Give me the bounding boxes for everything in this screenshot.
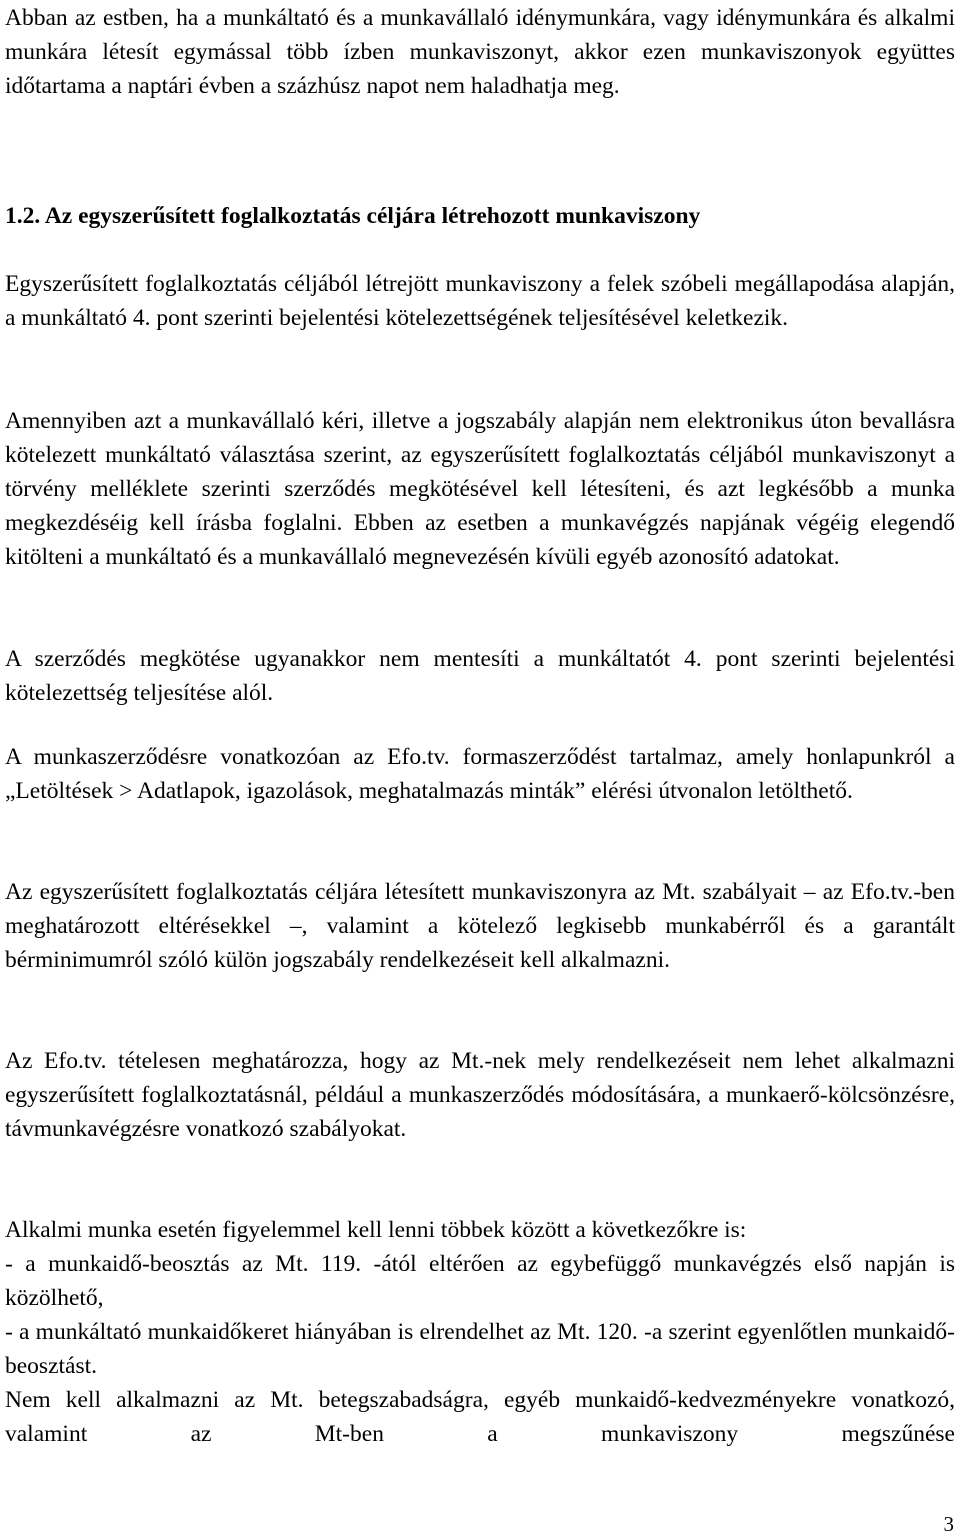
paragraph-szerzodes: A szerződés megkötése ugyanakkor nem mentesíti a munkáltatót 4. pont szerinti bejelentési kötelezettség teljesítése alól. [5, 646, 955, 706]
paragraph-nem-kell: Nem kell alkalmazni az Mt. betegszabadságra, egyéb munkaidő-kedvezményekre vonatkozó, valamint az Mt-ben a munkaviszony megszűnése [5, 1387, 955, 1447]
paragraph-intro: Abban az estben, ha a munkáltató és a munkavállaló idénymunkára, vagy idénymunkára és alkalmi munkára létesít egymással több ízben munkaviszonyt, akkor ezen munkaviszonyok együttes időtartama a naptári évben a százhúsz napot nem haladhatja meg. [5, 5, 955, 99]
list-item: - a munkáltató munkaidőkeret hiányában is elrendelhet az Mt. 120. -a szerint egyenlőtlen munkaidő-beosztást. [5, 1319, 955, 1379]
paragraph-alkalmi: Alkalmi munka esetén figyelemmel kell lenni többek között a következőkre is: [5, 1217, 747, 1243]
page-number: 3 [943, 1512, 954, 1536]
list-item: - a munkaidő-beosztás az Mt. 119. -ától eltérően az egybefüggő munkavégzés első napján is közölhető, [5, 1251, 955, 1311]
paragraph-munkaszerzodes: A munkaszerződésre vonatkozóan az Efo.tv. formaszerződést tartalmaz, amely honlapunkról a „Letöltések > Adatlapok, igazolások, meghatalmazás minták” elérési útvonalon letölthető. [5, 744, 955, 804]
section-heading-1-2: 1.2. Az egyszerűsített foglalkoztatás céljára létrehozott munkaviszony [5, 203, 701, 229]
paragraph-mt-szabalyai: Az egyszerűsített foglalkoztatás céljára létesített munkaviszonyra az Mt. szabályait – az Efo.tv.-ben meghatározott eltérésekkel –, valamint a kötelező legkisebb munkabérről és a garantált bérminimumról szóló külön jogszabály rendelkezéseit kell alkalmazni. [5, 879, 955, 973]
paragraph-efo-tetelesen: Az Efo.tv. tételesen meghatározza, hogy az Mt.-nek mely rendelkezéseit nem lehet alkalmazni egyszerűsített foglalkoztatásnál, például a munkaszerződés módosítására, a munkaerő-kölcsönzésre, távmunkavégzésre vonatkozó szabályokat. [5, 1048, 955, 1142]
paragraph-egyszerusitett: Egyszerűsített foglalkoztatás céljából létrejött munkaviszony a felek szóbeli megállapodása alapján, a munkáltató 4. pont szerinti bejelentési kötelezettségének teljesítésével keletkezik. [5, 271, 955, 331]
paragraph-amennyiben: Amennyiben azt a munkavállaló kéri, illetve a jogszabály alapján nem elektronikus úton bevallásra kötelezett munkáltató választása szerint, az egyszerűsített foglalkoztatás céljából munkaviszonyt a törvény melléklete szerinti szerződés megkötésével kell létesíteni, és azt legkésőbb a munka megkezdéséig kell írásba foglalni. Ebben az esetben a munkavégzés napjának végéig elegendő kitölteni a munkáltató és a munkavállaló megnevezésén kívüli egyéb azonosító adatokat. [5, 408, 955, 570]
